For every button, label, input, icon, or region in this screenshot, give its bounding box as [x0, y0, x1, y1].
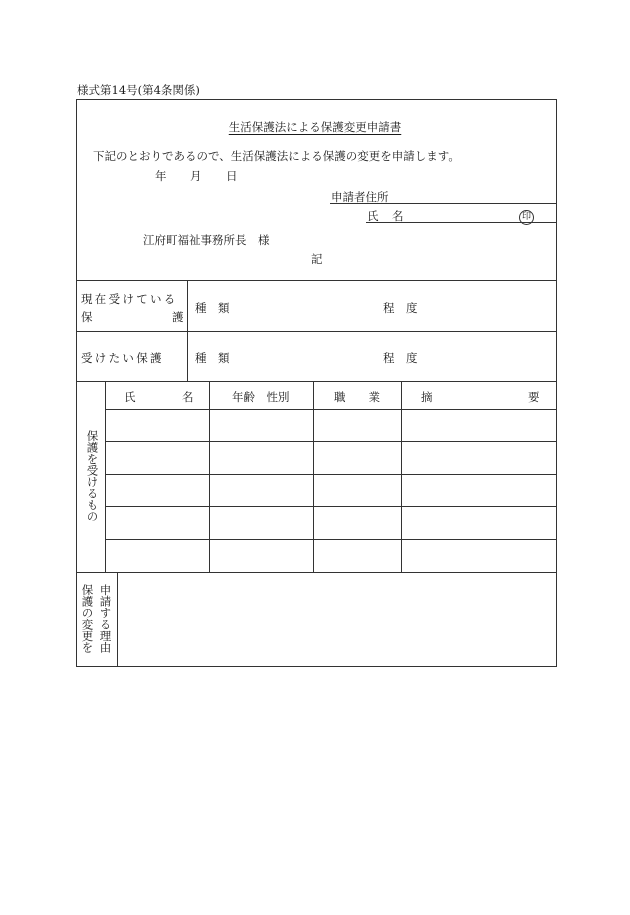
reason-field[interactable]	[120, 575, 554, 664]
recipients-section-label: 保護を受けるもの	[85, 430, 100, 522]
recipient-occupation-cell[interactable]	[313, 506, 401, 539]
applicant-address-field[interactable]	[395, 186, 555, 202]
recipient-occupation-cell[interactable]	[313, 409, 401, 441]
current-degree-field[interactable]	[425, 292, 553, 322]
applicant-name-label-1: 氏	[367, 209, 379, 223]
current-protection-label-ho: 保	[81, 310, 93, 324]
divider-current	[76, 280, 557, 281]
recipient-age-sex-cell[interactable]	[209, 539, 313, 572]
desired-protection-label: 受けたい保護	[81, 351, 164, 365]
form-title: 生活保護法による保護変更申請書	[228, 120, 402, 134]
date-year-label: 年	[155, 169, 167, 183]
current-protection-label-go: 護	[172, 310, 184, 324]
column-header-occupation: 職 業	[334, 390, 380, 404]
date-month-label: 月	[190, 169, 202, 183]
address-underline	[330, 203, 557, 204]
recipient-summary-cell[interactable]	[401, 539, 557, 572]
date-day-label: 日	[226, 169, 238, 183]
column-header-summary-1: 摘	[421, 390, 433, 404]
column-header-summary-2: 要	[528, 390, 540, 404]
column-header-name-1: 氏	[124, 390, 136, 404]
recipient-occupation-cell[interactable]	[313, 441, 401, 474]
recipient-name-cell[interactable]	[105, 409, 209, 441]
recipient-age-sex-cell[interactable]	[209, 506, 313, 539]
recipient-age-sex-cell[interactable]	[209, 474, 313, 506]
applicant-name-label-2: 名	[392, 209, 404, 223]
divider-recipients	[76, 381, 557, 382]
desired-degree-field[interactable]	[425, 342, 553, 372]
divider-desired	[76, 331, 557, 332]
applicant-name-field[interactable]	[410, 206, 515, 222]
label-column-divider	[187, 280, 188, 382]
recipient-name-cell[interactable]	[105, 441, 209, 474]
recipient-summary-cell[interactable]	[401, 506, 557, 539]
divider-reason	[76, 572, 557, 573]
addressee: 江府町福祉事務所長 様	[143, 233, 270, 247]
current-type-field[interactable]	[240, 292, 375, 322]
recipient-summary-cell[interactable]	[401, 409, 557, 441]
intro-text: 下記のとおりであるので、生活保護法による保護の変更を申請します。	[93, 149, 460, 163]
current-degree-label: 程 度	[383, 301, 418, 315]
recipient-name-cell[interactable]	[105, 539, 209, 572]
recipient-age-sex-cell[interactable]	[209, 441, 313, 474]
recipient-name-cell[interactable]	[105, 506, 209, 539]
reason-label-col2: 申請する理由	[98, 584, 113, 653]
seal-mark: 印	[519, 208, 534, 225]
column-header-name-2: 名	[182, 390, 194, 404]
recipient-age-sex-cell[interactable]	[209, 409, 313, 441]
reason-label-col1: 保護の変更を	[80, 584, 95, 653]
form-number: 様式第14号(第4条関係)	[77, 83, 200, 97]
reason-label-divider	[117, 572, 118, 667]
recipient-summary-cell[interactable]	[401, 474, 557, 506]
recipient-occupation-cell[interactable]	[313, 539, 401, 572]
recipient-occupation-cell[interactable]	[313, 474, 401, 506]
ki-label: 記	[311, 252, 323, 266]
current-type-label: 種 類	[195, 301, 230, 315]
name-underline	[366, 222, 557, 223]
desired-type-field[interactable]	[240, 342, 375, 372]
desired-degree-label: 程 度	[383, 351, 418, 365]
current-protection-label: 現在受けている	[81, 292, 178, 306]
desired-type-label: 種 類	[195, 351, 230, 365]
column-header-age-sex: 年齢 性別	[232, 390, 290, 404]
applicant-address-label: 申請者住所	[331, 190, 389, 204]
recipient-summary-cell[interactable]	[401, 441, 557, 474]
recipient-name-cell[interactable]	[105, 474, 209, 506]
